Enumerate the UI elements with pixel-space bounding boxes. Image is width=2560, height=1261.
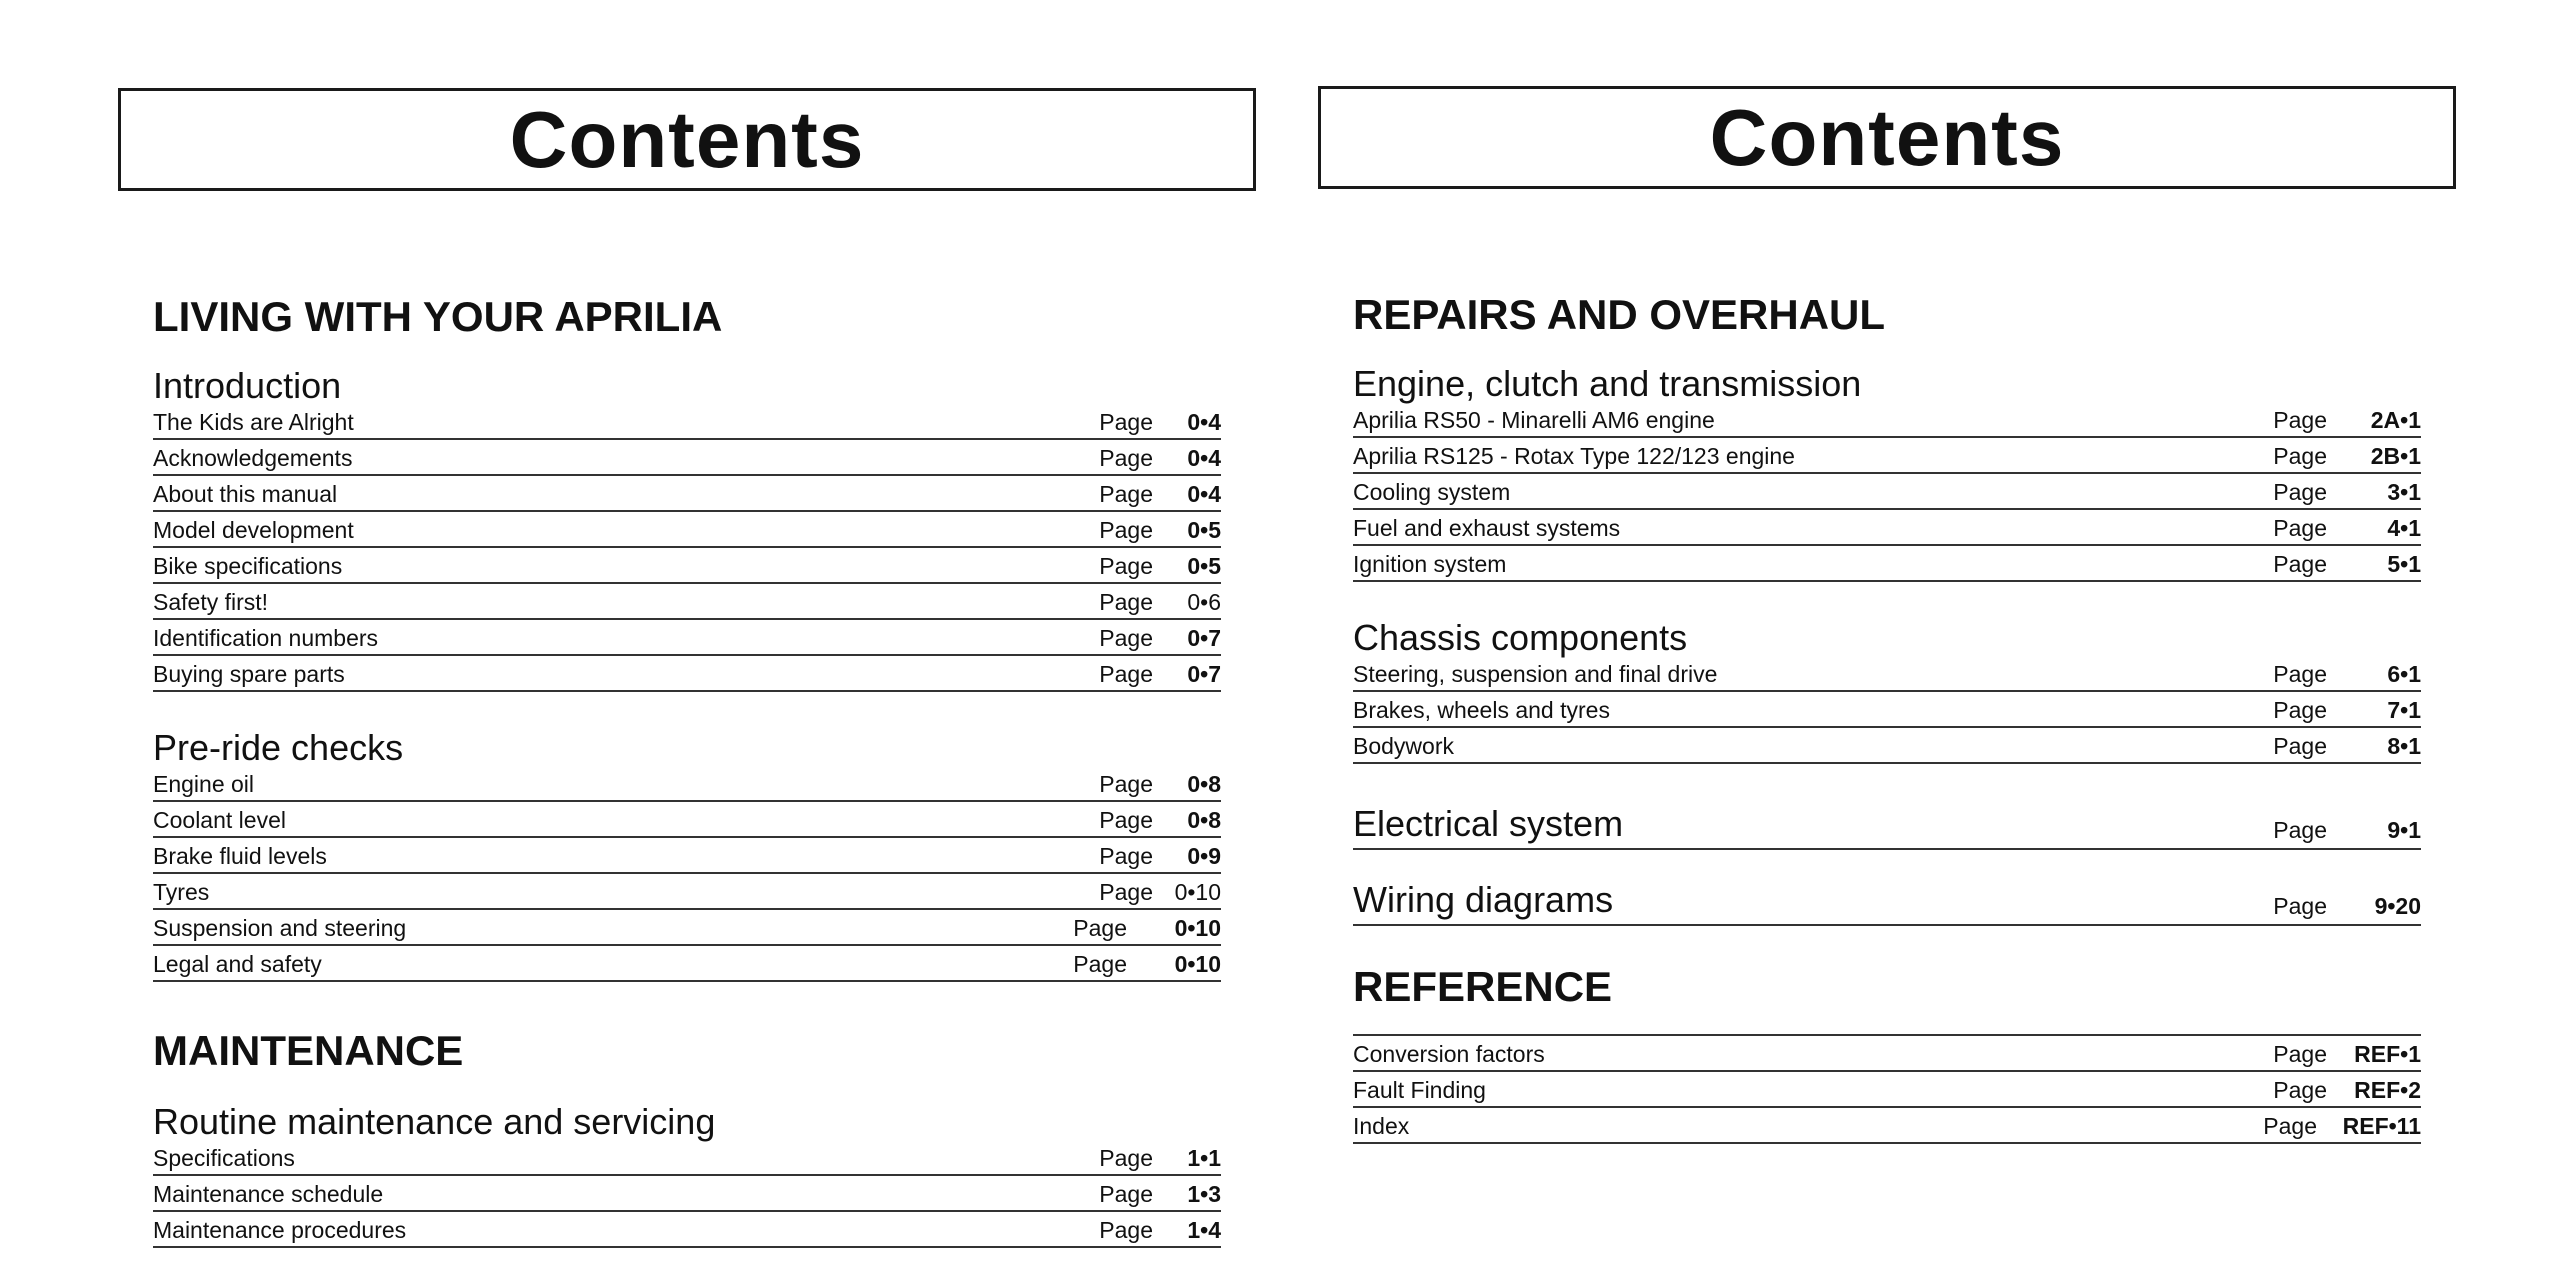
toc-entry[interactable]: [1353, 546, 2421, 582]
toc-entry-title: About this manual: [153, 481, 338, 507]
page-label: Page: [1099, 517, 1153, 543]
page-label: Page: [1099, 481, 1153, 507]
page-number: 0•10: [1174, 951, 1221, 977]
toc-entry[interactable]: [153, 1212, 1221, 1248]
toc-entry-title: Steering, suspension and final drive: [1353, 661, 1718, 687]
page-number: 9•20: [2374, 893, 2421, 919]
toc-entry-title: Cooling system: [1353, 479, 1511, 505]
toc-entry[interactable]: [153, 802, 1221, 838]
page-number: REF•11: [2342, 1113, 2421, 1139]
page-number: 0•4: [1187, 409, 1221, 435]
toc-entry[interactable]: [153, 656, 1221, 692]
toc-entry-title: Coolant level: [153, 807, 286, 833]
toc-entry-wiring-diagrams[interactable]: [1353, 874, 2421, 926]
toc-list-routine-maintenance: [153, 1140, 1221, 1248]
section-heading-repairs-and-overhaul: REPAIRS AND OVERHAUL: [1353, 291, 1886, 338]
toc-entry-title: Safety first!: [153, 589, 269, 615]
page-label: Page: [2273, 817, 2327, 843]
toc-entry-title: Specifications: [153, 1145, 295, 1171]
toc-entry-title: Ignition system: [1353, 551, 1507, 577]
toc-entry-title: Conversion factors: [1353, 1041, 1545, 1067]
toc-entry[interactable]: [153, 946, 1221, 982]
toc-entry-title: Engine oil: [153, 771, 255, 797]
page-label: Page: [1073, 915, 1127, 941]
page-label: Page: [2273, 407, 2327, 433]
page-number: 3•1: [2387, 479, 2421, 505]
page-number: REF•2: [2354, 1077, 2421, 1103]
toc-entry-title: Maintenance schedule: [153, 1181, 384, 1207]
page-label: Page: [1099, 553, 1153, 579]
page-label: Page: [1099, 807, 1153, 833]
page-label: Page: [2273, 1041, 2327, 1067]
toc-entry-title: Suspension and steering: [153, 915, 407, 941]
toc-entry-title: The Kids are Alright: [153, 409, 354, 435]
toc-entry[interactable]: [1353, 438, 2421, 474]
page-label: Page: [1099, 625, 1153, 651]
page-label: Page: [1099, 771, 1153, 797]
toc-entry-title: Fault Finding: [1353, 1077, 1486, 1103]
contents-title-box: [118, 88, 1256, 191]
page-label: Page: [1099, 843, 1153, 869]
page-label: Page: [2273, 661, 2327, 687]
contents-title: Contents: [1709, 92, 2065, 182]
toc-entry-title: Bodywork: [1353, 733, 1454, 759]
page-label: Page: [1099, 445, 1153, 471]
toc-entry[interactable]: [1353, 656, 2421, 692]
subheading-pre-ride-checks: Pre-ride checks: [153, 727, 404, 768]
toc-list-introduction: [153, 404, 1221, 692]
toc-list-reference: [1353, 1034, 2421, 1144]
page-label: Page: [2273, 697, 2327, 723]
section-heading-maintenance: MAINTENANCE: [153, 1027, 464, 1074]
toc-list-wiring: [1353, 874, 2421, 926]
toc-entry[interactable]: [1353, 402, 2421, 438]
page-number: REF•1: [2354, 1041, 2421, 1067]
toc-entry[interactable]: [1353, 692, 2421, 728]
toc-entry-title: Index: [1353, 1113, 1410, 1139]
toc-entry[interactable]: [1353, 510, 2421, 546]
toc-entry[interactable]: [1353, 728, 2421, 764]
toc-list-chassis-components: [1353, 656, 2421, 764]
toc-entry-title: Aprilia RS125 - Rotax Type 122/123 engine: [1353, 443, 1795, 469]
toc-entry-title: Wiring diagrams: [1353, 879, 1614, 920]
page-number: 0•10: [1174, 915, 1221, 941]
toc-entry[interactable]: [153, 1140, 1221, 1176]
page-number: 6•1: [2387, 661, 2421, 687]
toc-entry[interactable]: [153, 440, 1221, 476]
page-number: 1•1: [1187, 1145, 1221, 1171]
toc-entry-title: Electrical system: [1353, 803, 1624, 844]
page-number: 1•4: [1187, 1217, 1221, 1243]
page-label: Page: [2273, 551, 2327, 577]
page-label: Page: [1099, 879, 1153, 905]
subheading-chassis-components: Chassis components: [1353, 617, 1688, 658]
toc-entry-title: Legal and safety: [153, 951, 322, 977]
page-number: 2A•1: [2370, 407, 2421, 433]
page-number: 4•1: [2387, 515, 2421, 541]
page-number: 0•5: [1187, 553, 1221, 579]
section-heading-reference: REFERENCE: [1353, 963, 1613, 1010]
page-label: Page: [2273, 515, 2327, 541]
page-label: Page: [1099, 589, 1153, 615]
toc-entry[interactable]: [153, 766, 1221, 802]
toc-entry-title: Tyres: [153, 879, 210, 905]
page-number: 0•7: [1187, 661, 1221, 687]
page-label: Page: [2263, 1113, 2317, 1139]
toc-list-engine-clutch-transmission: [1353, 402, 2421, 582]
toc-entry[interactable]: [1353, 474, 2421, 510]
toc-entry[interactable]: [153, 910, 1221, 946]
page-number: 0•8: [1187, 771, 1221, 797]
toc-entry-title: Bike specifications: [153, 553, 343, 579]
page-label: Page: [2273, 479, 2327, 505]
contents-title-box: [1318, 86, 2456, 189]
page-number: 7•1: [2387, 697, 2421, 723]
toc-list-electrical: [1353, 798, 2421, 850]
page-number: 9•1: [2387, 817, 2421, 843]
toc-entry-title: Model development: [153, 517, 354, 543]
subheading-routine-maintenance: Routine maintenance and servicing: [153, 1101, 716, 1142]
toc-entry[interactable]: [153, 1176, 1221, 1212]
page-label: Page: [1099, 661, 1153, 687]
toc-entry-title: Brake fluid levels: [153, 843, 327, 869]
toc-entry[interactable]: [153, 512, 1221, 548]
page-number: 2B•1: [2370, 443, 2421, 469]
toc-entry-title: Acknowledgements: [153, 445, 353, 471]
page-number: 5•1: [2387, 551, 2421, 577]
toc-list-pre-ride-checks: [153, 766, 1221, 982]
toc-entry[interactable]: [1353, 1108, 2421, 1144]
page-label: Page: [2273, 1077, 2327, 1103]
toc-entry[interactable]: [153, 404, 1221, 440]
page-number: 0•8: [1187, 807, 1221, 833]
page-label: Page: [1099, 409, 1153, 435]
toc-entry-title: Buying spare parts: [153, 661, 345, 687]
toc-entry[interactable]: [153, 838, 1221, 874]
toc-entry-title: Brakes, wheels and tyres: [1353, 697, 1610, 723]
page-label: Page: [1073, 951, 1127, 977]
page-number: 0•4: [1187, 445, 1221, 471]
page-number: 0•4: [1187, 481, 1221, 507]
subheading-introduction: Introduction: [153, 365, 342, 406]
page-label: Page: [2273, 893, 2327, 919]
toc-entry-title: Aprilia RS50 - Minarelli AM6 engine: [1353, 407, 1715, 433]
toc-entry[interactable]: [153, 584, 1221, 620]
page-label: Page: [2273, 443, 2327, 469]
page-number: 0•5: [1187, 517, 1221, 543]
toc-entry-title: Maintenance procedures: [153, 1217, 407, 1243]
toc-entry[interactable]: [153, 476, 1221, 512]
page-number: 0•6: [1187, 589, 1221, 615]
toc-entry[interactable]: [153, 620, 1221, 656]
contents-title: Contents: [509, 94, 865, 184]
section-heading-living-with-your-aprilia: LIVING WITH YOUR APRILIA: [153, 293, 723, 340]
toc-entry-title: Fuel and exhaust systems: [1353, 515, 1621, 541]
toc-entry-title: Identification numbers: [153, 625, 379, 651]
page-number: 0•10: [1174, 879, 1221, 905]
page-label: Page: [1099, 1217, 1153, 1243]
page-label: Page: [1099, 1181, 1153, 1207]
toc-entry[interactable]: [1353, 1036, 2421, 1072]
toc-entry[interactable]: [153, 874, 1221, 910]
page-number: 8•1: [2387, 733, 2421, 759]
toc-entry[interactable]: [153, 548, 1221, 584]
toc-entry-electrical-system[interactable]: [1353, 798, 2421, 850]
page-label: Page: [2273, 733, 2327, 759]
subheading-engine-clutch-transmission: Engine, clutch and transmission: [1353, 363, 1862, 404]
page-number: 0•9: [1187, 843, 1221, 869]
page-label: Page: [1099, 1145, 1153, 1171]
page-number: 0•7: [1187, 625, 1221, 651]
toc-entry[interactable]: [1353, 1072, 2421, 1108]
page-number: 1•3: [1187, 1181, 1221, 1207]
